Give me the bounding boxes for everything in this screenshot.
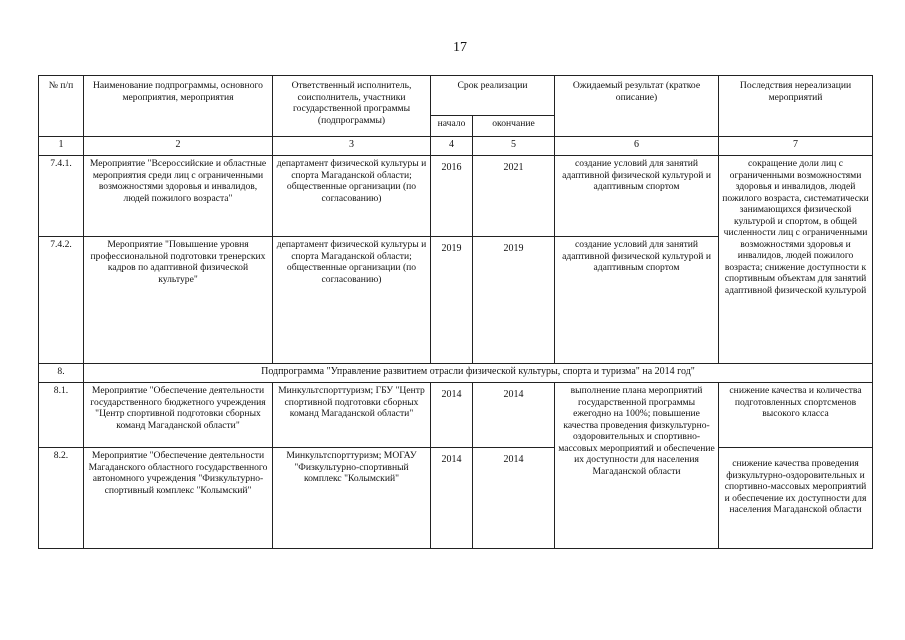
row-consequences: снижение качества проведения физкультурно-оздоровительных и спортивно-массовых мероприятий и обеспечение их доступности для населения Магаданской области bbox=[719, 448, 873, 549]
row-name: Мероприятие "Повышение уровня профессиональной подготовки тренерских кадров по адаптивной физической культуре" bbox=[84, 237, 273, 364]
subprogram-row bbox=[39, 364, 873, 383]
header-name: Наименование подпрограммы, основного мероприятия, мероприятия bbox=[84, 76, 273, 137]
header-term: Срок реализации bbox=[431, 76, 555, 116]
row-start: 2014 bbox=[431, 383, 473, 448]
subprogram-title: Подпрограмма "Управление развитием отрасли физической культуры, спорта и туризма" на 2014 год" bbox=[84, 364, 873, 383]
program-table bbox=[38, 75, 873, 549]
row-responsible: Минкультспорттуризм; ГБУ "Центр спортивной подготовки сборных команд Магаданской области" bbox=[273, 383, 431, 448]
subprogram-number: 8. bbox=[39, 364, 84, 383]
col-number: 5 bbox=[473, 137, 555, 156]
table-row bbox=[39, 156, 873, 237]
row-name: Мероприятие "Обеспечение деятельности Магаданского областного государственного автономного учреждения "Физкультурно-спортивный комплекс "Колымский" bbox=[84, 448, 273, 549]
col-number: 4 bbox=[431, 137, 473, 156]
row-end: 2014 bbox=[473, 448, 555, 549]
col-number: 6 bbox=[555, 137, 719, 156]
page-number: 17 bbox=[453, 40, 467, 55]
row-name: Мероприятие "Обеспечение деятельности государственного бюджетного учреждения "Центр спортивной подготовки сборных команд Магаданской области" bbox=[84, 383, 273, 448]
header-consequences: Последствия нереализации мероприятий bbox=[719, 76, 873, 137]
row-number: 7.4.2. bbox=[39, 237, 84, 364]
row-result: создание условий для занятий адаптивной физической культурой и адаптивным спортом bbox=[555, 156, 719, 237]
table-row bbox=[39, 448, 873, 549]
row-start: 2016 bbox=[431, 156, 473, 237]
header-term-end: окончание bbox=[473, 116, 555, 137]
row-consequences: снижение качества и количества подготовленных спортсменов высокого класса bbox=[719, 383, 873, 448]
table-row bbox=[39, 383, 873, 448]
row-responsible: департамент физической культуры и спорта Магаданской области; общественные организации (по согласованию) bbox=[273, 156, 431, 237]
header-num: № п/п bbox=[39, 76, 84, 137]
row-name: Мероприятие "Всероссийские и областные мероприятия среди лиц с ограниченными возможностями здоровья и инвалидов, людей пожилого возраста" bbox=[84, 156, 273, 237]
row-end: 2014 bbox=[473, 383, 555, 448]
row-responsible: департамент физической культуры и спорта Магаданской области; общественные организации (по согласованию) bbox=[273, 237, 431, 364]
col-number: 7 bbox=[719, 137, 873, 156]
col-number: 1 bbox=[39, 137, 84, 156]
row-number: 8.1. bbox=[39, 383, 84, 448]
header-result: Ожидаемый результат (краткое описание) bbox=[555, 76, 719, 137]
column-number-row bbox=[39, 137, 873, 156]
row-number: 7.4.1. bbox=[39, 156, 84, 237]
col-number: 2 bbox=[84, 137, 273, 156]
row-number: 8.2. bbox=[39, 448, 84, 549]
row-end: 2019 bbox=[473, 237, 555, 364]
row-responsible: Минкультспорттуризм; МОГАУ "Физкультурно-спортивный комплекс "Колымский" bbox=[273, 448, 431, 549]
row-end: 2021 bbox=[473, 156, 555, 237]
header-responsible: Ответственный исполнитель, соисполнитель, участники государственной программы (подпрограммы) bbox=[273, 76, 431, 137]
header-row bbox=[39, 76, 873, 116]
row-start: 2014 bbox=[431, 448, 473, 549]
row-result: выполнение плана мероприятий государственной программы ежегодно на 100%; повышение качества проведения физкультурно-оздоровительных и спортивно-массовых мероприятий и обеспечение их доступности для населения Магаданской области bbox=[555, 383, 719, 549]
row-consequences: сокращение доли лиц с ограниченными возможностями здоровья и инвалидов, людей пожилого возраста, систематически занимающихся физической культурой и спортом, в общей численности лиц с ограниченными возможностями здоровья и инвалидов, людей пожилого возраста; снижение доступности к спортивным объектам для занятий адаптивной физической культурой bbox=[719, 156, 873, 364]
row-start: 2019 bbox=[431, 237, 473, 364]
col-number: 3 bbox=[273, 137, 431, 156]
header-term-start: начало bbox=[431, 116, 473, 137]
row-result: создание условий для занятий адаптивной физической культурой и адаптивным спортом bbox=[555, 237, 719, 364]
